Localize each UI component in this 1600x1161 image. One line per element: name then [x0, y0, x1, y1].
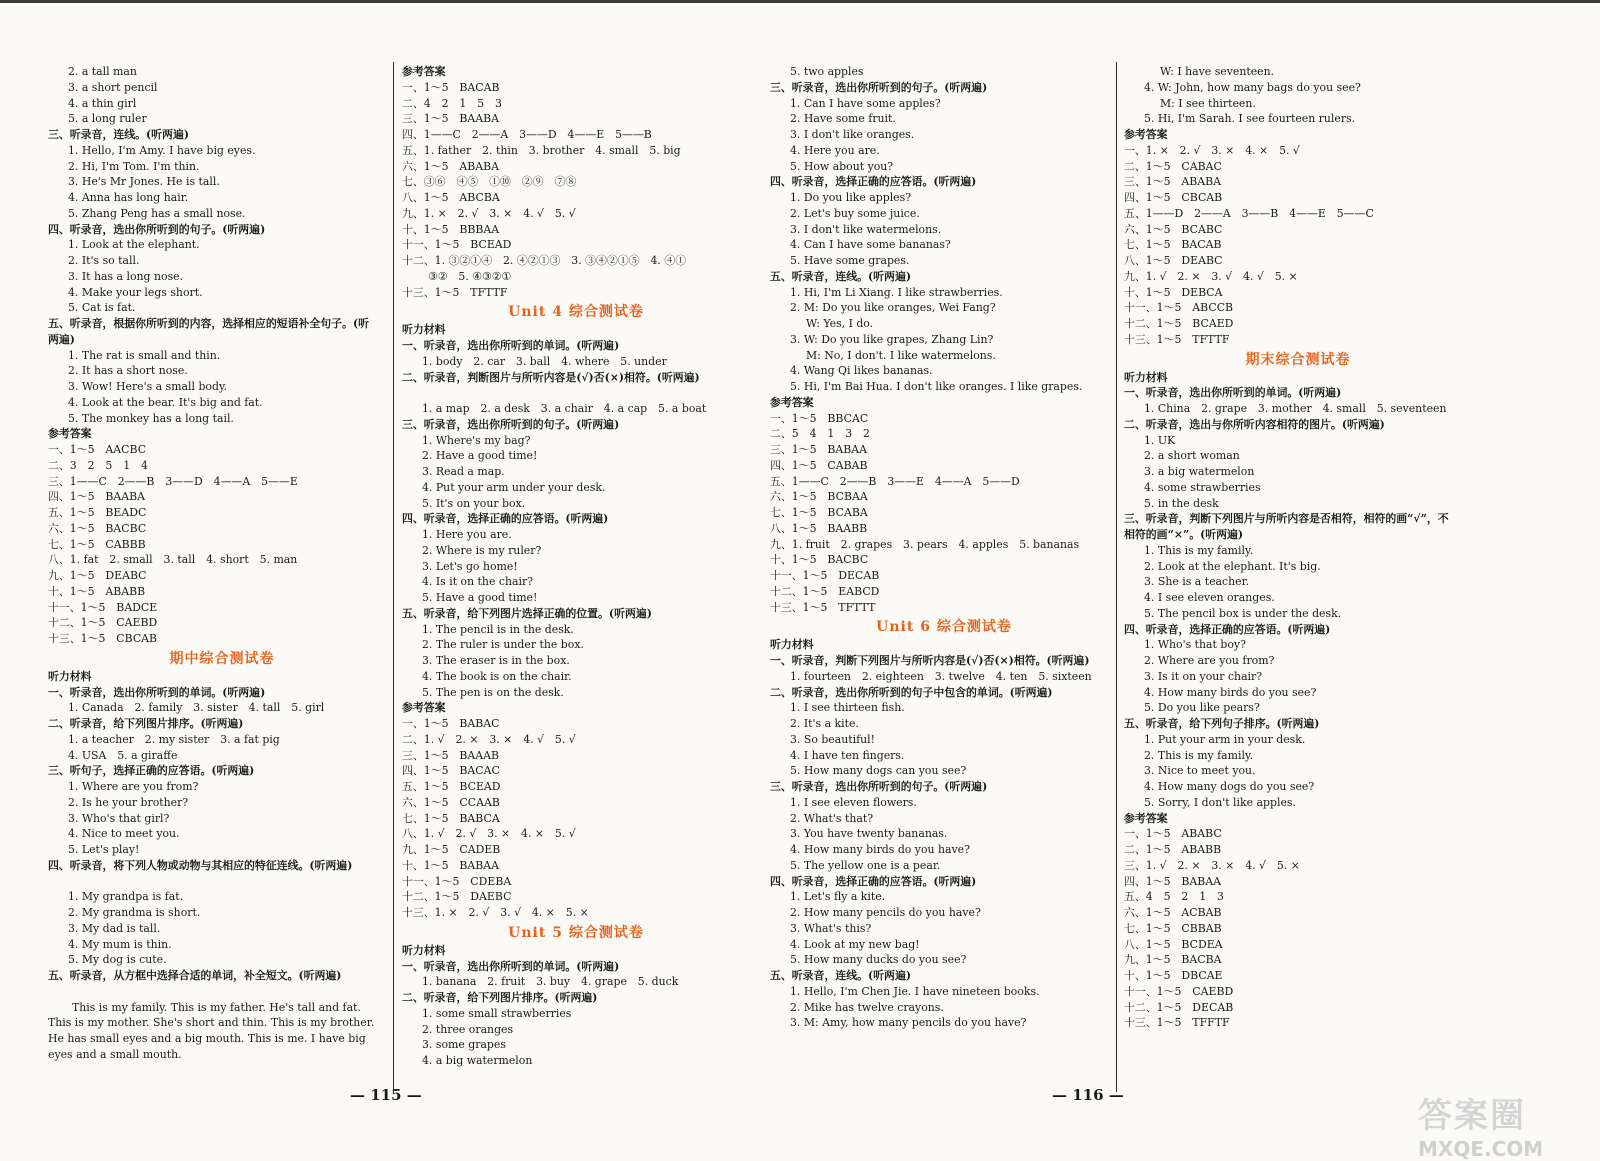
section-heading: 四、听录音，选择正确的应答语。(听两遍) — [770, 874, 977, 888]
text-line: 3. He's Mr Jones. He is tall. — [68, 175, 220, 189]
answer-line: 七、1～5 BABCA — [402, 811, 500, 825]
text-line: 4. a big watermelon — [422, 1054, 533, 1067]
answer-line: 十一、1～5 DECAB — [770, 569, 880, 582]
text-line: 4. USA 5. a giraffe — [68, 748, 178, 762]
answer-line: 八、1. fat 2. small 3. tall 4. short 5. man — [48, 553, 298, 567]
text-line: 5. The pencil box is under the desk. — [1144, 606, 1342, 620]
text-line: 3. Read a map. — [422, 465, 505, 478]
answer-line: 二、4 2 1 5 3 — [402, 96, 502, 110]
answer-line: 四、1～5 BABAA — [1124, 874, 1222, 888]
answer-line: 十三、1～5 TFTTT — [770, 600, 876, 614]
text-line: 4. some strawberries — [1144, 480, 1261, 494]
answer-line: 一、1～5 ABABC — [1124, 827, 1222, 841]
text-line: 3. I don't like oranges. — [790, 128, 915, 141]
answer-key-heading: 参考答案 — [48, 427, 92, 441]
section-heading: 三、听句子，选择正确的应答语。(听两遍) — [48, 764, 255, 778]
text-line: 1. Here you are. — [422, 528, 512, 541]
text-line: 4. Is it on the chair? — [422, 575, 533, 589]
text-line: 1. Let's fly a kite. — [790, 890, 886, 904]
text-line: 5. How about you? — [790, 159, 894, 173]
answer-line: 一、1. × 2. √ 3. × 4. × 5. √ — [1124, 143, 1300, 157]
text-line: 3. So beautiful! — [790, 732, 876, 746]
text-line: 2. It's so tall. — [68, 254, 140, 267]
text-line: 1. banana 2. fruit 3. buy 4. grape 5. duck — [422, 975, 679, 989]
text-line: 3. M: Amy, how many pencils do you have? — [790, 1016, 1027, 1030]
text-line: 4. a thin girl — [68, 96, 137, 110]
section-heading: 一、听录音，判断下列图片与所听内容是(√)否(×)相符。(听两遍) — [770, 654, 1090, 667]
text-line: 1. Canada 2. family 3. sister 4. tall 5. girl — [68, 701, 325, 715]
answer-line: 十一、1～5 ABCCB — [1124, 301, 1234, 315]
text-line: 5. in the desk — [1144, 496, 1219, 510]
test-title-final: 期末综合测试卷 — [1245, 351, 1351, 368]
answer-line: 十二、1～5 BCAED — [1124, 317, 1234, 330]
answer-key-heading: 参考答案 — [402, 701, 446, 715]
answer-line: 一、1～5 BACAB — [402, 80, 500, 94]
text-line: 3. She is a teacher. — [1144, 575, 1250, 589]
answer-line: 四、1～5 BACAC — [402, 764, 500, 778]
answer-line: 二、1～5 ABABB — [1124, 843, 1222, 856]
text-line: 4. How many birds do you see? — [1144, 685, 1317, 699]
answer-line: 九、1～5 DEABC — [48, 569, 147, 582]
text-line: 5. Zhang Peng has a small nose. — [68, 206, 246, 220]
text-line: 4. Put your arm under your desk. — [422, 480, 606, 494]
answer-line: 十一、1～5 CAEBD — [1124, 984, 1234, 998]
answer-line: 十三、1～5 TFTTF — [402, 285, 508, 299]
text-line: 1. body 2. car 3. ball 4. where 5. under — [422, 354, 667, 368]
text-line: 5. How many dogs can you see? — [790, 764, 967, 778]
answer-line: 十三、1～5 TFFTF — [1124, 1016, 1230, 1030]
answer-line: 一、1～5 BABAC — [402, 717, 500, 730]
page-number-right: — 116 — — [1052, 1086, 1124, 1104]
answer-line: 三、1——C 2——B 3——D 4——A 5——E — [48, 474, 298, 488]
text-line: 3. Let's go home! — [422, 559, 518, 573]
column-4 — [1124, 64, 1472, 1031]
answer-line: 九、1. fruit 2. grapes 3. pears 4. apples 5. bananas — [770, 537, 1080, 551]
answer-line: 六、1～5 BCBAA — [770, 490, 868, 504]
text-line: 2. Is he your brother? — [68, 795, 189, 809]
answer-line: 六、1～5 BACBC — [48, 521, 147, 535]
answer-line: 十三、1. × 2. √ 3. √ 4. × 5. × — [402, 906, 589, 919]
text-line: 5. The yellow one is a pear. — [790, 858, 941, 872]
text-line: 5. two apples — [790, 65, 864, 78]
section-heading: 四、听录音，选择正确的应答语。(听两遍) — [402, 512, 609, 526]
text-line: 1. I see eleven flowers. — [790, 795, 917, 809]
listening-material-label: 听力材料 — [402, 323, 446, 337]
column-1 — [48, 64, 396, 1063]
text-line: 4. The book is on the chair. — [422, 669, 572, 683]
answer-line: 十、1～5 BBBAA — [402, 222, 500, 236]
answer-line: 四、1～5 CBCAB — [1124, 191, 1223, 204]
text-line: 2. This is my family. — [1144, 748, 1254, 762]
answer-line: 十一、1～5 BADCE — [48, 600, 158, 614]
listening-material-label: 听力材料 — [1124, 370, 1168, 384]
section-heading: 四、听录音，选择正确的应答语。(听两遍) — [770, 175, 977, 189]
text-line: 3. Wow! Here's a small body. — [68, 380, 228, 393]
text-line: 5. My dog is cute. — [68, 953, 167, 967]
answer-line: 三、1. √ 2. × 3. × 4. √ 5. × — [1124, 858, 1300, 872]
answer-line: 十二、1～5 CAEBD — [48, 616, 158, 630]
column-3 — [770, 64, 1118, 1031]
test-title-unit5: Unit 5 综合测试卷 — [508, 924, 644, 941]
test-title-midterm: 期中综合测试卷 — [169, 650, 275, 667]
answer-line: 八、1. √ 2. √ 3. × 4. × 5. √ — [402, 827, 576, 841]
answer-line: 十三、1～5 TFTTF — [1124, 332, 1230, 346]
listening-material-label: 听力材料 — [402, 943, 446, 957]
listening-material-label: 听力材料 — [770, 638, 814, 652]
text-line: 5. Have some grapes. — [790, 254, 910, 267]
text-line: 1. The rat is small and thin. — [68, 348, 221, 362]
answer-line: 六、1～5 ACBAB — [1124, 906, 1222, 919]
text-line: 1. Hello, I'm Chen Jie. I have nineteen books. — [790, 984, 1040, 998]
answer-line: 三、1～5 BAABA — [402, 112, 500, 126]
text-line: 4. Make your legs short. — [68, 285, 203, 299]
text-line: 1. a teacher 2. my sister 3. a fat pig — [68, 732, 280, 746]
section-heading: 二、听录音，选出你所听到的句子中包含的单词。(听两遍) — [770, 685, 1053, 699]
text-line: 1. The pencil is in the desk. — [422, 622, 574, 636]
section-heading: 三、听录音，选出你所听到的句子。(听两遍) — [770, 80, 988, 94]
text-line: 5. It's on your box. — [422, 496, 526, 510]
text-line: 3. W: Do you like grapes, Zhang Lin? — [790, 332, 994, 346]
text-line: 5. Hi, I'm Sarah. I see fourteen rulers. — [1144, 112, 1356, 126]
watermark-logo — [1418, 1088, 1588, 1161]
listening-material-label: 听力材料 — [48, 669, 92, 683]
answer-line: 十、1～5 BACBC — [770, 553, 869, 567]
text-line: 2. M: Do you like oranges, Wei Fang? — [790, 301, 996, 315]
text-line: 2. a tall man — [68, 65, 137, 78]
passage-text: This is my family. This is my father. He's tall and fat. This is my mother. She's short and thin. This is my brother. He has small eyes and a big mouth. This is me. I have big eyes and a small mouth. — [48, 1000, 375, 1061]
section-heading: 一、听录音，选出你所听到的单词。(听两遍) — [402, 959, 620, 973]
text-line: 5. The pen is on the desk. — [422, 685, 564, 699]
text-line: 2. three oranges — [422, 1022, 514, 1036]
watermark-url: MXQE.COM — [1418, 1137, 1544, 1161]
text-line: 3. My dad is tall. — [68, 921, 161, 935]
answer-line: 三、1～5 ABABA — [1124, 175, 1222, 189]
text-line: 1. My grandpa is fat. — [68, 890, 184, 904]
text-line: 3. You have twenty bananas. — [790, 827, 948, 841]
answer-line: 一、1～5 BBCAC — [770, 411, 869, 425]
top-rule — [0, 0, 1600, 3]
answer-line: 二、5 4 1 3 2 — [770, 427, 870, 441]
text-line: 1. Where's my bag? — [422, 433, 531, 447]
answer-key-heading: 参考答案 — [402, 65, 446, 78]
text-line: 1. Look at the elephant. — [68, 238, 200, 252]
text-line: 4. How many dogs do you see? — [1144, 780, 1315, 793]
answer-line: 五、1. father 2. thin 3. brother 4. small 5. big — [402, 143, 681, 157]
answer-line: 五、1～5 BCEAD — [402, 780, 501, 793]
column-divider — [393, 62, 394, 1092]
section-heading: 五、听录音，给下列图片选择正确的位置。(听两遍) — [402, 606, 652, 620]
answer-line: 十三、1～5 CBCAB — [48, 632, 158, 645]
text-line: 2. Have a good time! — [422, 449, 538, 463]
answer-line: 五、4 5 2 1 3 — [1124, 890, 1224, 904]
section-heading: 二、听录音，给下列图片排序。(听两遍) — [402, 991, 598, 1004]
section-heading: 四、听录音，选择正确的应答语。(听两遍) — [1124, 622, 1331, 636]
text-line: 5. a long ruler — [68, 112, 147, 126]
text-line: 1. I see thirteen fish. — [790, 701, 905, 715]
text-line: 2. Mike has twelve crayons. — [790, 1000, 944, 1014]
answer-line: 三、1～5 BABAA — [770, 443, 868, 456]
column-divider — [1116, 62, 1117, 1092]
answer-line: 二、3 2 5 1 4 — [48, 458, 148, 472]
text-line: 4. Nice to meet you. — [68, 827, 180, 841]
text-line: 1. Where are you from? — [68, 780, 199, 793]
text-line: 3. I don't like watermelons. — [790, 222, 942, 236]
text-line: 1. fourteen 2. eighteen 3. twelve 4. ten 5. sixteen — [790, 669, 1092, 683]
text-line: 2. Look at the elephant. It's big. — [1144, 559, 1321, 573]
answer-line: 四、1——C 2——A 3——D 4——E 5——B — [402, 128, 652, 141]
text-line: 3. some grapes — [422, 1038, 506, 1052]
text-line: 2. Where are you from? — [1144, 654, 1275, 667]
text-line: 5. Cat is fat. — [68, 301, 136, 315]
answer-line: 九、1. √ 2. × 3. √ 4. √ 5. × — [1124, 269, 1298, 283]
text-line: W: I have seventeen. — [1160, 65, 1275, 78]
text-line: 4. I see eleven oranges. — [1144, 591, 1275, 604]
text-line: 1. Put your arm in your desk. — [1144, 732, 1306, 746]
answer-line: 十、1～5 DBCAE — [1124, 969, 1223, 982]
text-line: 5. Hi, I'm Bai Hua. I don't like oranges. I like grapes. — [790, 380, 1083, 393]
text-line: 1. This is my family. — [1144, 543, 1254, 557]
answer-line: 二、1～5 CABAC — [1124, 159, 1222, 173]
text-line: W: Yes, I do. — [806, 317, 874, 330]
section-heading: 三、听录音，选出你所听到的句子。(听两遍) — [770, 780, 988, 793]
text-line: 1. a map 2. a desk 3. a chair 4. a cap 5. a boat — [422, 402, 707, 415]
answer-line: 四、1～5 BAABA — [48, 490, 146, 504]
section-heading: 三、听录音，选出你所听到的句子。(听两遍) — [402, 417, 620, 431]
answer-key-heading: 参考答案 — [1124, 811, 1168, 825]
text-line: 4. How many birds do you have? — [790, 843, 970, 856]
answer-line: 十一、1～5 CDEBA — [402, 874, 512, 888]
text-line: 4. Anna has long hair. — [68, 191, 189, 204]
answer-line: 十二、1. ③②①④ 2. ④②①③ 3. ③④②①⑤ 4. ④① — [402, 254, 687, 267]
answer-line: 七、③⑥ ④⑤ ①⑩ ②⑨ ⑦⑧ — [402, 175, 577, 189]
answer-line: 十二、1～5 DAEBC — [402, 890, 512, 904]
test-title-unit6: Unit 6 综合测试卷 — [876, 619, 1012, 636]
text-line: 1. Do you like apples? — [790, 191, 912, 204]
text-line: 3. Nice to meet you. — [1144, 764, 1256, 778]
answer-key-heading: 参考答案 — [1124, 128, 1168, 141]
text-line: M: No, I don't. I like watermelons. — [806, 348, 996, 362]
text-line: 4. My mum is thin. — [68, 937, 172, 951]
text-line: 3. It has a long nose. — [68, 269, 184, 283]
text-line: 2. Have some fruit. — [790, 112, 896, 126]
text-line: 3. Who's that girl? — [68, 811, 170, 825]
answer-line: 十、1～5 BABAA — [402, 858, 500, 872]
section-heading: 五、听录音，从方框中选择合适的单词，补全短文。(听两遍) — [48, 969, 342, 982]
text-line: 1. Can I have some apples? — [790, 96, 941, 110]
text-line: 4. Here you are. — [790, 143, 880, 157]
page-number-left: — 115 — — [350, 1086, 422, 1104]
text-line: 5. The monkey has a long tail. — [68, 411, 234, 425]
answer-line: 三、1～5 BAAAB — [402, 748, 500, 762]
answer-line: 十一、1～5 BCEAD — [402, 238, 512, 252]
answer-line: 六、1～5 ABABA — [402, 159, 500, 173]
text-line: 3. The eraser is in the box. — [422, 654, 570, 667]
text-line: 5. Sorry, I don't like apples. — [1144, 795, 1296, 809]
text-line: 4. W: John, how many bags do you see? — [1144, 80, 1361, 94]
text-line: 4. I have ten fingers. — [790, 748, 905, 762]
answer-line: 八、1～5 BCDEA — [1124, 937, 1223, 951]
answer-line: 七、1～5 CBBAB — [1124, 921, 1222, 935]
text-line: 4. Look at my new bag! — [790, 937, 920, 951]
text-line: 1. some small strawberries — [422, 1006, 572, 1020]
text-line: 3. What's this? — [790, 921, 872, 935]
text-line: 4. Can I have some bananas? — [790, 238, 951, 252]
column-2 — [402, 64, 750, 1069]
text-line: 2. My grandma is short. — [68, 906, 201, 919]
answer-line: 五、1——D 2——A 3——B 4——E 5——C — [1124, 206, 1374, 220]
text-line: 2. Where is my ruler? — [422, 543, 542, 557]
text-line: 2. It has a short nose. — [68, 364, 188, 378]
answer-key-heading: 参考答案 — [770, 395, 814, 409]
answer-line: 二、1. √ 2. × 3. × 4. √ 5. √ — [402, 732, 576, 746]
answer-line: 一、1～5 AACBC — [48, 443, 147, 456]
answer-line: 四、1～5 CABAB — [770, 458, 868, 472]
text-line: 2. How many pencils do you have? — [790, 906, 981, 919]
section-heading: 四、听录音，将下列人物或动物与其相应的特征连线。(听两遍) — [48, 858, 353, 872]
answer-line: 九、1～5 CADEB — [402, 843, 501, 856]
text-line: 3. a big watermelon — [1144, 465, 1255, 478]
answer-line: 六、1～5 CCAAB — [402, 795, 500, 809]
text-line: 1. Hi, I'm Li Xiang. I like strawberries. — [790, 285, 1003, 299]
answer-line: 五、1——C 2——B 3——E 4——A 5——D — [770, 474, 1020, 488]
text-line: 4. Look at the bear. It's big and fat. — [68, 395, 263, 409]
text-line: 1. Hello, I'm Amy. I have big eyes. — [68, 143, 256, 157]
watermark-text: 答案圈 — [1418, 1096, 1526, 1136]
text-line: 1. China 2. grape 3. mother 4. small 5. seventeen — [1144, 402, 1447, 415]
text-line: 5. Have a good time! — [422, 591, 538, 604]
section-heading: 一、听录音，选出你所听到的单词。(听两遍) — [1124, 386, 1342, 400]
section-heading: 三、听录音，判断下列图片与所听内容是否相符，相符的画“√”，不相符的画“×”。(听两遍) — [1124, 512, 1449, 541]
text-line: 3. Is it on your chair? — [1144, 669, 1263, 683]
text-line: 5. Let's play! — [68, 843, 140, 856]
answer-line: 十二、1～5 EABCD — [770, 584, 880, 598]
answer-line: 十、1～5 DEBCA — [1124, 285, 1223, 299]
answer-line: 八、1～5 BAABB — [770, 521, 868, 535]
text-line: 3. a short pencil — [68, 80, 158, 94]
test-title-unit4: Unit 4 综合测试卷 — [508, 304, 644, 321]
section-heading: 五、听录音，给下列句子排序。(听两遍) — [1124, 717, 1320, 730]
section-heading: 四、听录音，选出你所听到的句子。(听两遍) — [48, 222, 266, 236]
answer-line: 七、1～5 BCABA — [770, 506, 868, 519]
answer-line: 七、1～5 BACAB — [1124, 238, 1222, 252]
answer-line: 十、1～5 ABABB — [48, 584, 146, 598]
text-line: M: I see thirteen. — [1160, 96, 1256, 110]
answer-line: ③② 5. ④③②① — [428, 269, 512, 283]
answer-line: 十二、1～5 DECAB — [1124, 1000, 1234, 1014]
section-heading: 五、听录音，连线。(听两遍) — [770, 969, 911, 982]
answer-line: 九、1. × 2. √ 3. × 4. √ 5. √ — [402, 206, 576, 220]
answer-line: 九、1～5 BACBA — [1124, 953, 1222, 967]
text-line: 2. The ruler is under the box. — [422, 638, 584, 652]
answer-line: 五、1～5 BEADC — [48, 506, 147, 519]
answer-line: 七、1～5 CABBB — [48, 537, 146, 551]
text-line: 5. Do you like pears? — [1144, 701, 1260, 715]
answer-line: 六、1～5 BCABC — [1124, 222, 1223, 236]
answer-line: 八、1～5 DEABC — [1124, 254, 1223, 267]
section-heading: 二、听录音，给下列图片排序。(听两遍) — [48, 717, 244, 730]
text-line: 2. Hi, I'm Tom. I'm thin. — [68, 159, 200, 173]
text-line: 4. Wang Qi likes bananas. — [790, 364, 933, 378]
text-line: 2. a short woman — [1144, 449, 1240, 463]
text-line: 2. It's a kite. — [790, 717, 859, 730]
text-line: 2. What's that? — [790, 811, 874, 825]
section-heading: 一、听录音，选出你所听到的单词。(听两遍) — [402, 339, 620, 352]
text-line: 5. How many ducks do you see? — [790, 953, 967, 967]
text-line: 2. Let's buy some juice. — [790, 206, 920, 220]
section-heading: 一、听录音，选出你所听到的单词。(听两遍) — [48, 685, 266, 699]
section-heading: 三、听录音，连线。(听两遍) — [48, 128, 189, 141]
section-heading: 二、听录音，选出与你所听内容相符的图片。(听两遍) — [1124, 417, 1385, 431]
text-line: 1. UK — [1144, 433, 1176, 447]
section-heading: 五、听录音，根据你所听到的内容，选择相应的短语补全句子。(听两遍) — [48, 317, 369, 346]
section-heading: 五、听录音，连线。(听两遍) — [770, 269, 911, 283]
answer-line: 八、1～5 ABCBA — [402, 191, 500, 204]
text-line: 1. Who's that boy? — [1144, 638, 1246, 652]
section-heading: 二、听录音，判断图片与所听内容是(√)否(×)相符。(听两遍) — [402, 370, 700, 384]
